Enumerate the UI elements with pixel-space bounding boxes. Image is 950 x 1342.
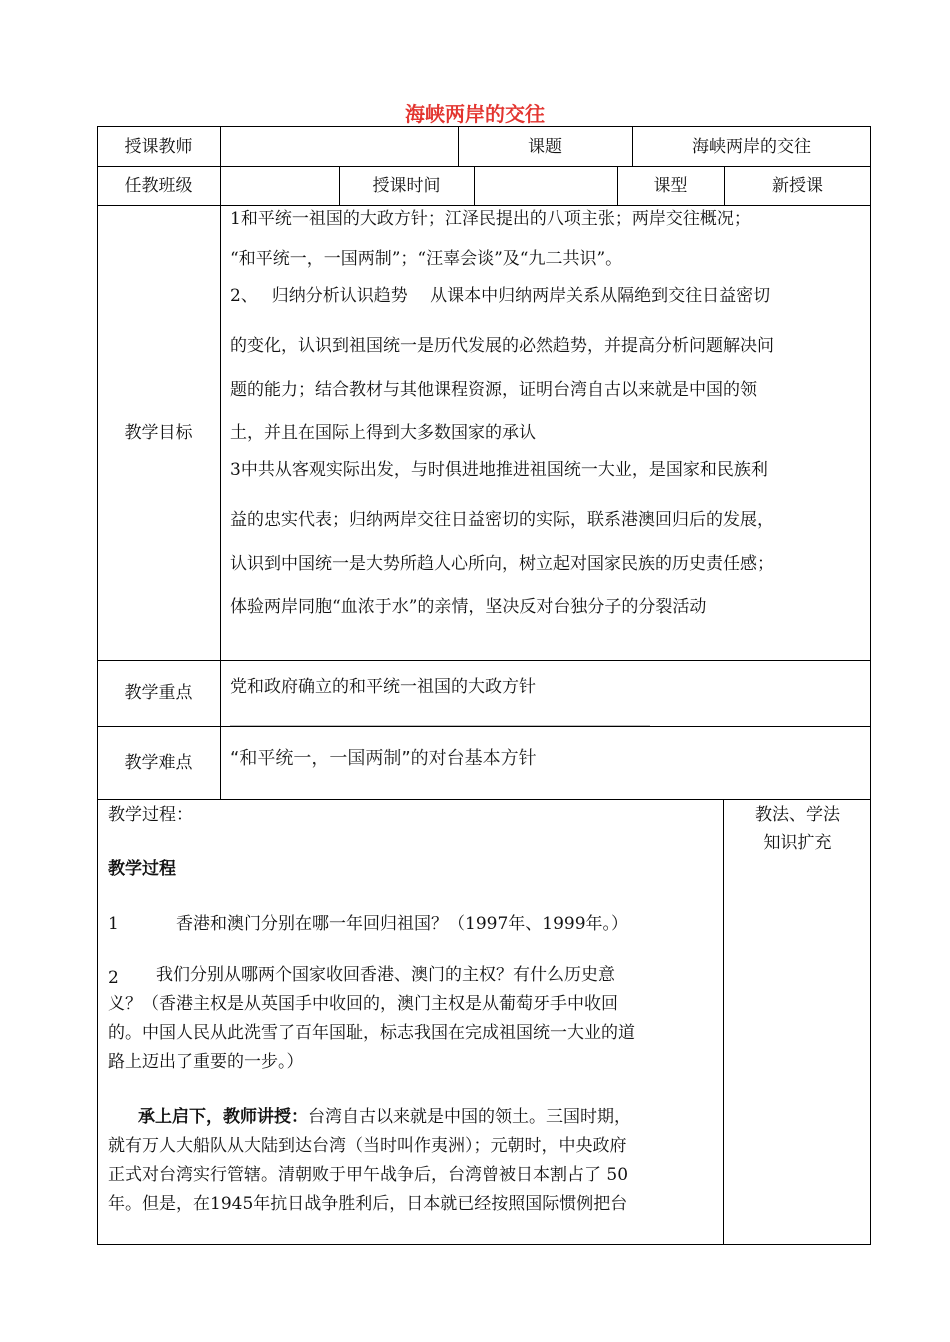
question-2-line: 路上迈出了重要的一步。） [108,1052,304,1072]
key-point-text: 党和政府确立的和平统一祖国的大政方针 [230,677,536,697]
row-divider [97,799,871,800]
topic-value: 海峡两岸的交往 [692,137,811,157]
difficulty-text: “和平统一，一国两制”的对台基本方针 [230,748,537,769]
goals-line: 认识到中国统一是大势所趋人心所向，树立起对国家民族的历史责任感； [230,554,774,574]
goals-line: 3中共从客观实际出发，与时俱进地推进祖国统一大业，是国家和民族利 [230,460,768,480]
lecture-line: 正式对台湾实行管辖。清朝败于甲午战争后，台湾曾被日本割占了 50 [108,1165,629,1185]
difficulty-label: 教学难点 [124,753,193,773]
goals-line: 2、 归纳分析认识趋势 从课本中归纳两岸关系从隔绝到交往日益密切 [230,286,771,306]
page-title: 海峡两岸的交往 [405,102,545,126]
key-point-label: 教学重点 [124,683,193,703]
class-label: 任教班级 [124,176,193,196]
row-divider [97,205,871,206]
time-label: 授课时间 [372,176,441,196]
goals-line: 土，并且在国际上得到大多数国家的承认 [230,422,536,443]
col-divider [474,166,475,205]
type-value: 新授课 [772,176,823,196]
col-divider [220,126,221,799]
goals-line: 益的忠实代表；归纳两岸交往日益密切的实际，联系港澳回归后的发展， [230,509,774,530]
question-1: 香港和澳门分别在哪一年回归祖国？（1997年、1999年。） [176,914,629,934]
question-2-number: 2 [108,968,119,988]
topic-label: 课题 [528,137,562,157]
question-2-line: 义？（香港主权是从英国手中收回的，澳门主权是从葡萄牙手中收回 [108,994,618,1014]
lecture-line: 就有万人大船队从大陆到达台湾（当时叫作夷洲）；元朝时，中央政府 [108,1136,627,1156]
goals-text [230,207,866,640]
lecture-paragraph [108,1103,710,1219]
goals-line: 的变化，认识到祖国统一是历代发展的必然趋势，并提高分析问题解决问 [230,335,774,356]
row-divider [97,660,871,661]
question-2 [108,961,710,1077]
goals-line: “和平统一，一国两制”；“汪辜会谈”及“九二共识”。 [230,248,623,269]
row-divider [97,726,871,727]
goals-line: 题的能力；结合教材与其他课程资源，证明台湾自古以来就是中国的领 [230,380,757,400]
lecture-lead: 承上启下，教师讲授： [138,1107,308,1127]
process-label: 教学过程： [108,805,193,825]
type-label: 课型 [653,176,688,196]
goals-line: 1和平统一祖国的大政方针；江泽民提出的八项主张；两岸交往概况； [230,209,751,229]
process-heading: 教学过程 [108,859,176,879]
row-divider [97,166,871,167]
inner-underline [230,725,650,726]
lecture-line: 年。但是，在1945年抗日战争胜利后，日本就已经按照国际惯例把台 [108,1194,628,1214]
method-label: 教法、学法 [755,805,840,825]
col-divider [723,799,724,1245]
knowledge-label: 知识扩充 [763,833,832,853]
lecture-line [108,1103,710,1132]
goals-line: 体验两岸同胞“血浓于水”的亲情，坚决反对台独分子的分裂活动 [230,596,707,617]
question-2-line: 我们分别从哪两个国家收回香港、澳门的主权？有什么历史意 [156,965,615,985]
teacher-label: 授课教师 [124,137,193,157]
question-2-line: 的。中国人民从此洗雪了百年国耻，标志我国在完成祖国统一大业的道 [108,1023,635,1043]
lecture-first-line: 台湾自古以来就是中国的领土。三国时期， [308,1107,631,1127]
goals-label: 教学目标 [124,423,193,443]
question-1-number: 1 [108,914,119,934]
